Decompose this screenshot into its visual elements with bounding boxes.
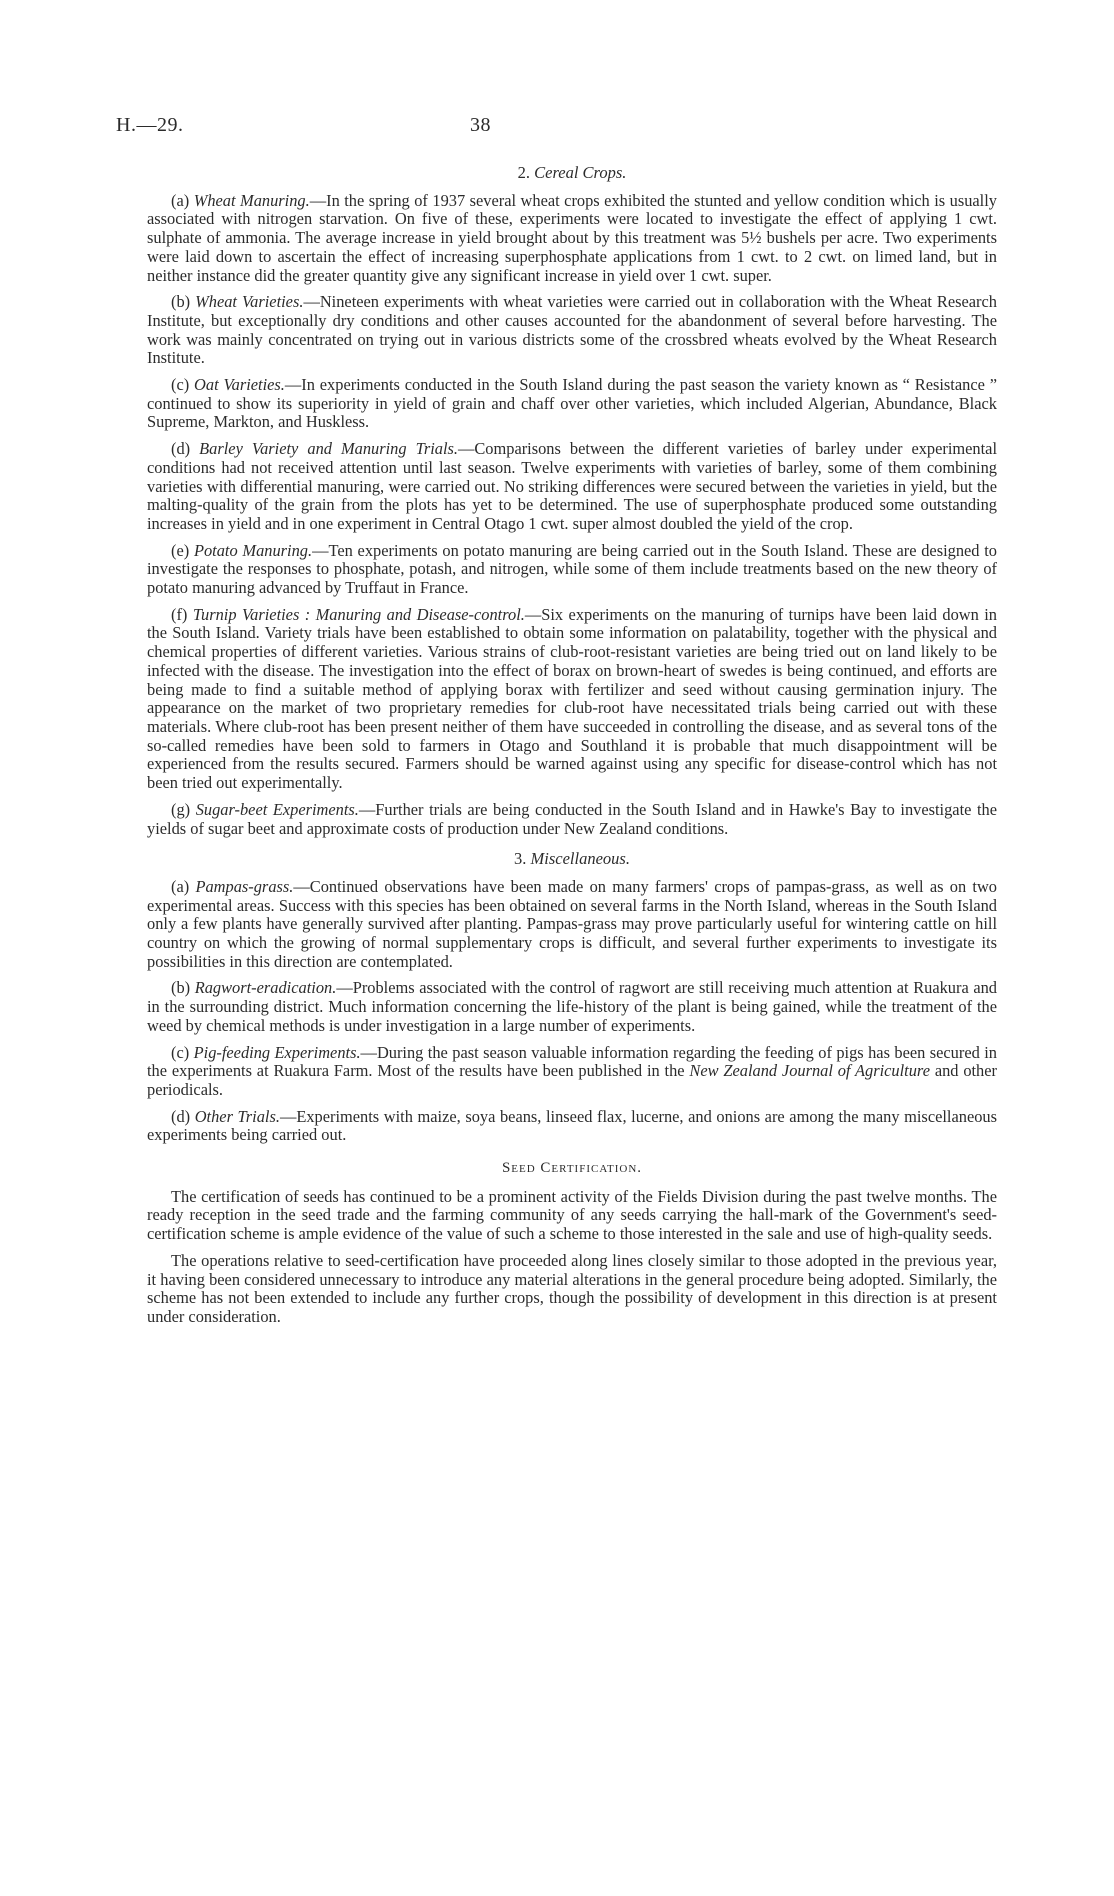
journal-title: New Zealand Journal of Agriculture <box>689 1061 930 1081</box>
item-label: (c) <box>171 1042 194 1062</box>
paragraph-barley-trials <box>147 440 997 534</box>
section-number: 2. <box>517 163 535 182</box>
item-title: Other Trials. <box>194 1106 280 1126</box>
page-number: 38 <box>470 114 491 136</box>
item-label: (g) <box>171 799 196 819</box>
item-text: —Continued observations have been made on many farmers' crops of pampas-grass, as well as on two experimental areas. Success with this species has been obtained on several farms in the North Island, whereas in the South Island only a few plants have generally survived after planting. Pampas-grass may prove particularly useful for wintering cattle on hill country on which the growing of normal supplementary crops is difficult, and several further experiments to investigate its possibilities in this direction are contemplated. <box>147 876 998 971</box>
item-text: —Six experiments on the manuring of turnips have been laid down in the South Island. Variety trials have been established to obtain some information on palatability, together with the physical and chemical properties of different varieties. Various strains of club-root-resistant varieties are being tried out on land likely to be infected with the disease. The investigation into the effect of borax on brown-heart of swedes is being continued, and efforts are being made to find a suitable method of applying borax with fertilizer and seed without causing germination injury. The appearance on the market of two proprietary remedies for club-root have necessitated trials being carried out with these materials. Where club-root has been present neither of them have succeeded in controlling the disease, and as several tons of the so-called remedies have been sold to farmers in Otago and Southland it is probable that much disappointment will be experienced from the results secured. Farmers should be warned against using any specific for disease-control which has not been tried out experimentally. <box>147 604 998 793</box>
item-title: Barley Variety and Manuring Trials. <box>199 439 458 459</box>
item-title: Wheat Varieties. <box>195 292 304 312</box>
item-label: (c) <box>171 375 195 395</box>
item-label: (a) <box>171 876 196 896</box>
item-title: Oat Varieties. <box>194 375 285 395</box>
item-title: Potato Manuring. <box>193 540 313 560</box>
paragraph-sugar-beet <box>147 801 997 838</box>
item-text: —Further trials are being conducted in the South Island and in Hawke's Bay to investigate the yields of sugar beet and approximate costs of production under New Zealand conditions. <box>147 799 997 838</box>
paragraph-seed-cert-1: The certification of seeds has continued to be a prominent activity of the Fields Division during the past twelve months. The ready reception in the seed trade and the farming community of any seeds carrying the hall-mark of the Government's seed-certification scheme is ample evidence of the value of such a scheme to those interested in the sale and use of high-quality seeds. <box>147 1186 997 1244</box>
paragraph-seed-cert-2: The operations relative to seed-certification have proceeded along lines closely similar to those adopted in the previous year, it having been considered unnecessary to introduce any material alterations in the general procedure being adopted. Similarly, the scheme has not been extended to include any further crops, though the possibility of development in this direction is at present under consideration. <box>147 1250 997 1326</box>
item-label: (d) <box>171 439 200 459</box>
section-title: Cereal Crops. <box>534 163 627 182</box>
item-text: —During the past season valuable information regarding the feeding of pigs has been secured in the experiments at Ruakura Farm. Most of the results have been published in the <box>147 1042 997 1081</box>
paragraph-wheat-varieties <box>147 293 997 368</box>
item-label: (b) <box>171 978 195 998</box>
item-title: Wheat Manuring. <box>193 190 310 210</box>
section-title: Miscellaneous. <box>530 849 630 869</box>
item-title: Pampas-grass. <box>195 876 294 896</box>
paragraph-wheat-manuring <box>147 192 997 286</box>
section-number: 3. <box>514 849 531 869</box>
item-text: —Experiments with maize, soya beans, linseed flax, lucerne, and onions are among the many miscellaneous experiments being carried out. <box>147 1106 997 1145</box>
item-title: Pig-feeding Experiments. <box>193 1042 361 1062</box>
item-text: —In the spring of 1937 several wheat crops exhibited the stunted and yellow condition which is usually associated with nitrogen starvation. On five of these, experiments were located to investigate the effect of applying 1 cwt. sulphate of ammonia. The average increase in yield brought about by this treatment was 5½ bushels per acre. Two experiments were laid down to ascertain the effect of increasing superphosphate applications from 1 cwt. to 2 cwt. on limed land, but in neither instance did the greater quantity give any significant increase in yield over 1 cwt. super. <box>147 190 997 285</box>
section-heading-seed-certification: Seed Certification. <box>501 1160 643 1177</box>
item-text: —Problems associated with the control of ragwort are still receiving much attention at Ruakura and in the surrounding district. Much information concerning the life-history of the plant is being gained, while the treatment of the weed by chemical methods is under investigation in a large number of experiments. <box>147 978 997 1035</box>
item-label: (f) <box>171 604 193 624</box>
item-label: (b) <box>171 292 196 312</box>
item-text: —Ten experiments on potato manuring are being carried out in the South Island. These are designed to investigate the responses to phosphate, potash, and nitrogen, while some of them include treatments based on the new theory of potato manuring advanced by Truffaut in France. <box>147 540 997 598</box>
item-text: —Nineteen experiments with wheat varieties were carried out in collaboration with the Wheat Research Institute, but exceptionally dry conditions and other causes accounted for the abandonment of several before harvesting. The work was mainly concentrated on trying out in various districts some of the crossbred wheats evolved by the Wheat Research Institute. <box>147 292 997 368</box>
item-label: (d) <box>171 1106 195 1126</box>
section-heading-cereal-crops <box>147 164 997 183</box>
item-title: Turnip Varieties : Manuring and Disease-control. <box>192 604 525 624</box>
item-label: (a) <box>171 190 194 210</box>
paragraph-other-trials <box>147 1108 997 1145</box>
item-title: Ragwort-eradication. <box>194 978 337 998</box>
item-text: —Comparisons between the different varieties of barley under experimental conditions had not received attention until last season. Twelve experiments with varieties of barley, some of them combining varieties with differential manuring, were carried out. No striking differences were secured between the varieties in yield, but the malting-quality of the grain from the plots has yet to be determined. The use of superphosphate produced some outstanding increases in yield and in one experiment in Central Otago 1 cwt. super almost doubled the yield of the crop. <box>147 439 997 533</box>
page-header <box>116 114 996 144</box>
page-body <box>147 164 997 1335</box>
document-reference: H.—29. <box>116 114 184 136</box>
paragraph-pig-feeding <box>147 1044 997 1100</box>
item-title: Sugar-beet Experiments. <box>195 799 359 819</box>
paragraph-potato-manuring <box>147 542 997 598</box>
item-label: (e) <box>171 540 194 560</box>
item-text-continued: and other periodicals. <box>147 1061 997 1099</box>
paragraph-pampas-grass <box>147 878 997 972</box>
section-heading-miscellaneous <box>147 850 997 869</box>
paragraph-oat-varieties <box>147 376 997 432</box>
paragraph-ragwort <box>147 979 997 1035</box>
item-text: —In experiments conducted in the South Island during the past season the variety known as “ Resistance ” continued to show its superiority in yield of grain and chaff over other varieties, which included Algerian, Abundance, Black Supreme, Markton, and Huskless. <box>147 375 997 432</box>
paragraph-turnip-varieties <box>147 606 997 793</box>
